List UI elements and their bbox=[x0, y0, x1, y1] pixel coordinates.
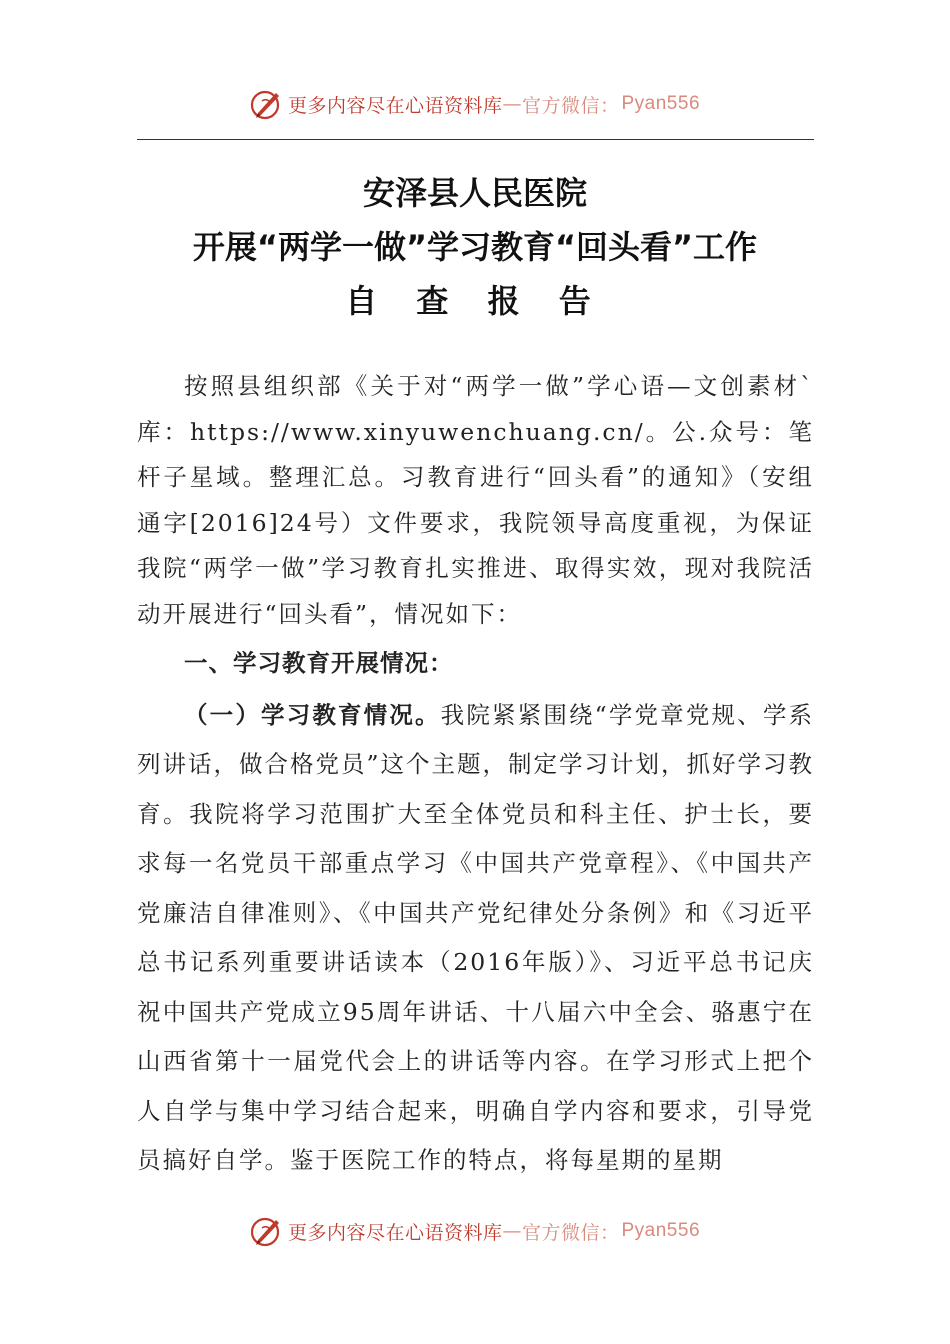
title-line-3: 自 查 报 告 bbox=[345, 282, 605, 320]
watermark-wechat-id: Pyan556 bbox=[621, 93, 701, 114]
subsection-lead: （一）学习教育情况。 bbox=[184, 700, 441, 729]
watermark-wechat-label: 官方微信： bbox=[521, 94, 620, 117]
watermark-dash: — bbox=[502, 1220, 522, 1242]
pen-logo-icon bbox=[250, 1214, 284, 1248]
watermark-text: 更多内容尽在心语资料库 bbox=[287, 94, 503, 117]
subsection-text: 我院紧紧围绕“学党章党规、学系列讲话，做合格党员”这个主题，制定学习计划，抓好学习教育。我院将学习范围扩大至全体党员和科主任、护士长，要求每一名党员干部重点学习《中国共产党章程》、《中国共产党廉洁自律准则》、《中国共产党纪律处分条例》和《习近平总书记系列重要讲话读本（2016年版）》、习近平总书记庆祝中国共产党成立95周年讲话、十八届六中全会、骆惠宁在山西省第十一届党代会上的讲话等内容。在学习形式上把个人自学与集中学习结合起来，明确自学内容和要求，引导党员搞好自学。鉴于医院工作的特点，将每星期的星期 bbox=[137, 700, 815, 1174]
document-title bbox=[0, 166, 950, 328]
watermark-banner-top bbox=[0, 84, 950, 124]
header-divider bbox=[137, 139, 814, 140]
document-body bbox=[137, 364, 814, 1186]
subsection-paragraph-1 bbox=[137, 691, 814, 1186]
pen-logo-icon bbox=[250, 87, 284, 121]
section-heading-1: 一、学习教育开展情况： bbox=[184, 649, 454, 677]
intro-paragraph: 按照县组织部《关于对“两学一做”学心语—文创素材`库：https://www.xinyuwenchuang.cn/。公.众号：笔杆子星域。整理汇总。习教育进行“回头看”的通知》（安组通字[2016]24号）文件要求，我院领导高度重视，为保证我院“两学一做”学习教育扎实推进、取得实效，现对我院活动开展进行“回头看”，情况如下： bbox=[137, 372, 814, 628]
watermark-dash: — bbox=[502, 93, 522, 115]
watermark-wechat-label: 官方微信： bbox=[521, 1221, 620, 1244]
watermark-wechat-id: Pyan556 bbox=[621, 1220, 701, 1241]
watermark-text: 更多内容尽在心语资料库 bbox=[287, 1221, 503, 1244]
title-line-2: 开展“两学一做”学习教育“回头看”工作 bbox=[192, 228, 758, 266]
watermark-banner-bottom bbox=[0, 1211, 950, 1251]
title-line-1: 安泽县人民医院 bbox=[362, 174, 587, 212]
